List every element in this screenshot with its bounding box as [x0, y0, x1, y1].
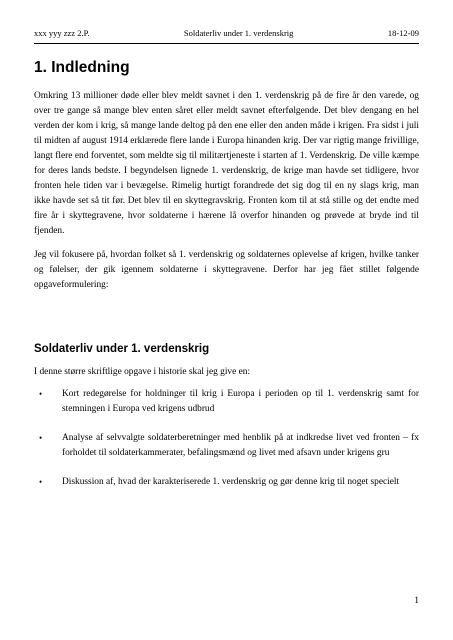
bullet-icon: • [39, 389, 43, 399]
focus-paragraph: Jeg vil fokusere på, hvordan folket så 1. verdenskrig og soldaternes oplevelse af krigen, hvilke tanker og følelser, der gik igennem soldaterne i skyttegravene. Derfor har jeg fået stillet følgende opgaveformulering: [34, 250, 419, 290]
assignment-title-heading: Soldaterliv under 1. verdenskrig [34, 343, 210, 355]
bullet-icon: • [39, 477, 43, 487]
section-heading-introduction: 1. Indledning [34, 59, 130, 76]
page-header [34, 28, 419, 42]
assignment-bullet-list [34, 387, 419, 490]
list-item [34, 431, 419, 461]
list-item-text: Diskussion af, hvad der karakteriserede 1. verdenskrig og gør denne krig til noget specielt [62, 477, 400, 487]
header-title: Soldaterliv under 1. verdenskrig [183, 28, 294, 38]
list-item-text: Analyse af selvvalgte soldaterberetninger med henblik på at indkredse livet ved fronten – fx forholdet til soldaterkammerater, befalingsmænd og livet med afsavn under krigens gru [62, 433, 419, 458]
page-number: 1 [414, 596, 419, 606]
bullet-icon: • [39, 433, 43, 443]
header-divider [34, 43, 419, 44]
header-author: xxx yyy zzz 2.P. [34, 28, 90, 38]
list-item [34, 387, 419, 417]
list-item-text: Kort redegørelse for holdninger til krig i Europa i perioden op til 1. verdenskrig samt for stemningen i Europa ved krigens udbrud [62, 389, 419, 414]
header-date: 18-12-09 [387, 28, 419, 38]
list-item [34, 475, 419, 490]
assignment-intro-paragraph: I denne større skriftlige opgave i historie skal jeg give en: [34, 367, 251, 377]
intro-paragraph: Omkring 13 millioner døde eller blev meldt savnet i den 1. verdenskrig på de fire år den varede, og over tre gange så mange blev enten såret eller meldt savnet efterfølgende. Det blev dengang en hel verden der kom i krig, så mange lande deltog på den ene eller den anden måde i krigen. Fra sidst i juli til midten af august 1914 erklærede flere lande i Europa hinanden krig. Der var rigtig mange frivillige, langt flere end forventet, som meldte sig til militærtjeneste i starten af 1. Verdenskrig. De ville kæmpe for deres lands bedste. I begyndelsen lignede 1. verdenskrig, de krige man havde set tidligere, hvor fronten hele tiden var i bevægelse. Rimelig hurtigt forandrede det sig dog til en ny slags krig, man ikke havde set så tit før. Det blev til en skyttegravskrig. Fronten kom til at stå stille og det endte med fire år i skyttegravene, hvor soldaterne i hærene lå overfor hinanden og prøvede at bryde ind til fjenden. [34, 91, 419, 236]
